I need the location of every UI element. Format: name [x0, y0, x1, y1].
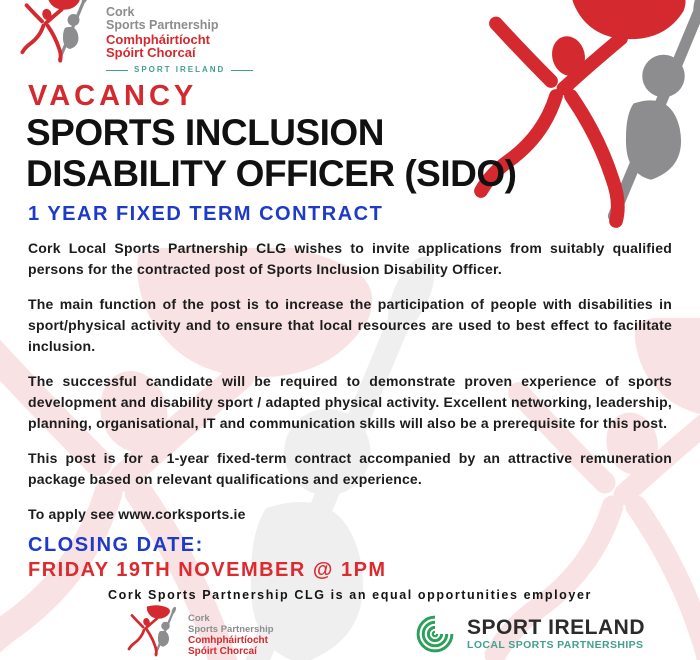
sport-ireland-lsp-logo: [413, 612, 645, 656]
logo-name-line2: Sports Partnership: [188, 623, 274, 635]
logo-name-line1: Cork: [106, 5, 135, 19]
tagline-dash-right: [231, 70, 253, 71]
equal-opportunities-line: Cork Sports Partnership CLG is an equal opportunities employer: [108, 588, 592, 602]
closing-date-label: CLOSING DATE:: [28, 534, 204, 556]
cork-sports-partnership-logo-text: [106, 0, 253, 76]
body-paragraph: This post is for a 1-year fixed-term contract accompanied by an attractive remuneration package based on relevant qualifications and experience.: [28, 450, 672, 487]
sport-ireland-subtitle: LOCAL SPORTS PARTNERSHIPS: [467, 639, 644, 652]
contract-subtitle: 1 YEAR FIXED TERM CONTRACT: [28, 203, 384, 225]
sport-ireland-logo-text: [467, 617, 645, 651]
logo-tagline: [106, 66, 253, 74]
logo-irish-line2: Spóirt Chorcaí: [188, 646, 257, 658]
apply-line: To apply see www.corksports.ie: [28, 506, 246, 522]
body-paragraph: The successful candidate will be required to demonstrate proven experience of sports development and disability sport / adapted physical activity. Excellent networking, leadership, planning, organisational, IT and communication skills will also be a prerequisite for this post.: [28, 373, 672, 431]
body-paragraph: The main function of the post is to increase the participation of people with disabilities in sport/physical activity and to ensure that local resources are used to best effect to facilitate inclusion.: [28, 296, 672, 354]
footer-logo-text: [188, 606, 274, 660]
logo-irish-line2: Spóirt Chorcaí: [106, 45, 196, 61]
sport-ireland-spiral-icon: [413, 612, 457, 656]
body-copy: [28, 238, 672, 539]
title-line1: SPORTS INCLUSION: [26, 112, 384, 153]
sport-ireland-title: SPORT IRELAND: [467, 616, 646, 640]
cork-sports-partnership-mark-icon: [12, 0, 100, 76]
page-title: [26, 112, 516, 194]
cork-sports-partnership-logo: [12, 0, 253, 76]
logo-irish-line1: Comhpháirtíocht: [106, 31, 210, 47]
body-paragraph: Cork Local Sports Partnership CLG wishes to invite applications from suitably qualified persons for the contracted post of Sports Inclusion Disability Officer.: [28, 240, 672, 277]
cork-sports-partnership-mark-icon: [122, 606, 184, 660]
closing-date-value: FRIDAY 19TH NOVEMBER @ 1PM: [28, 559, 387, 581]
logo-name-line1: Cork: [188, 613, 210, 624]
logo-irish-line1: Comhpháirtíocht: [188, 635, 268, 647]
vacancy-heading: VACANCY: [28, 80, 198, 112]
title-line2: DISABILITY OFFICER (SIDO): [26, 153, 517, 194]
logo-name-line2: Sports Partnership: [106, 18, 219, 33]
footer-cork-sports-partnership-logo: [122, 606, 274, 660]
tagline-dash-left: [106, 70, 128, 71]
closing-date-block: [28, 533, 387, 583]
tagline-text: SPORT IRELAND: [134, 65, 226, 75]
